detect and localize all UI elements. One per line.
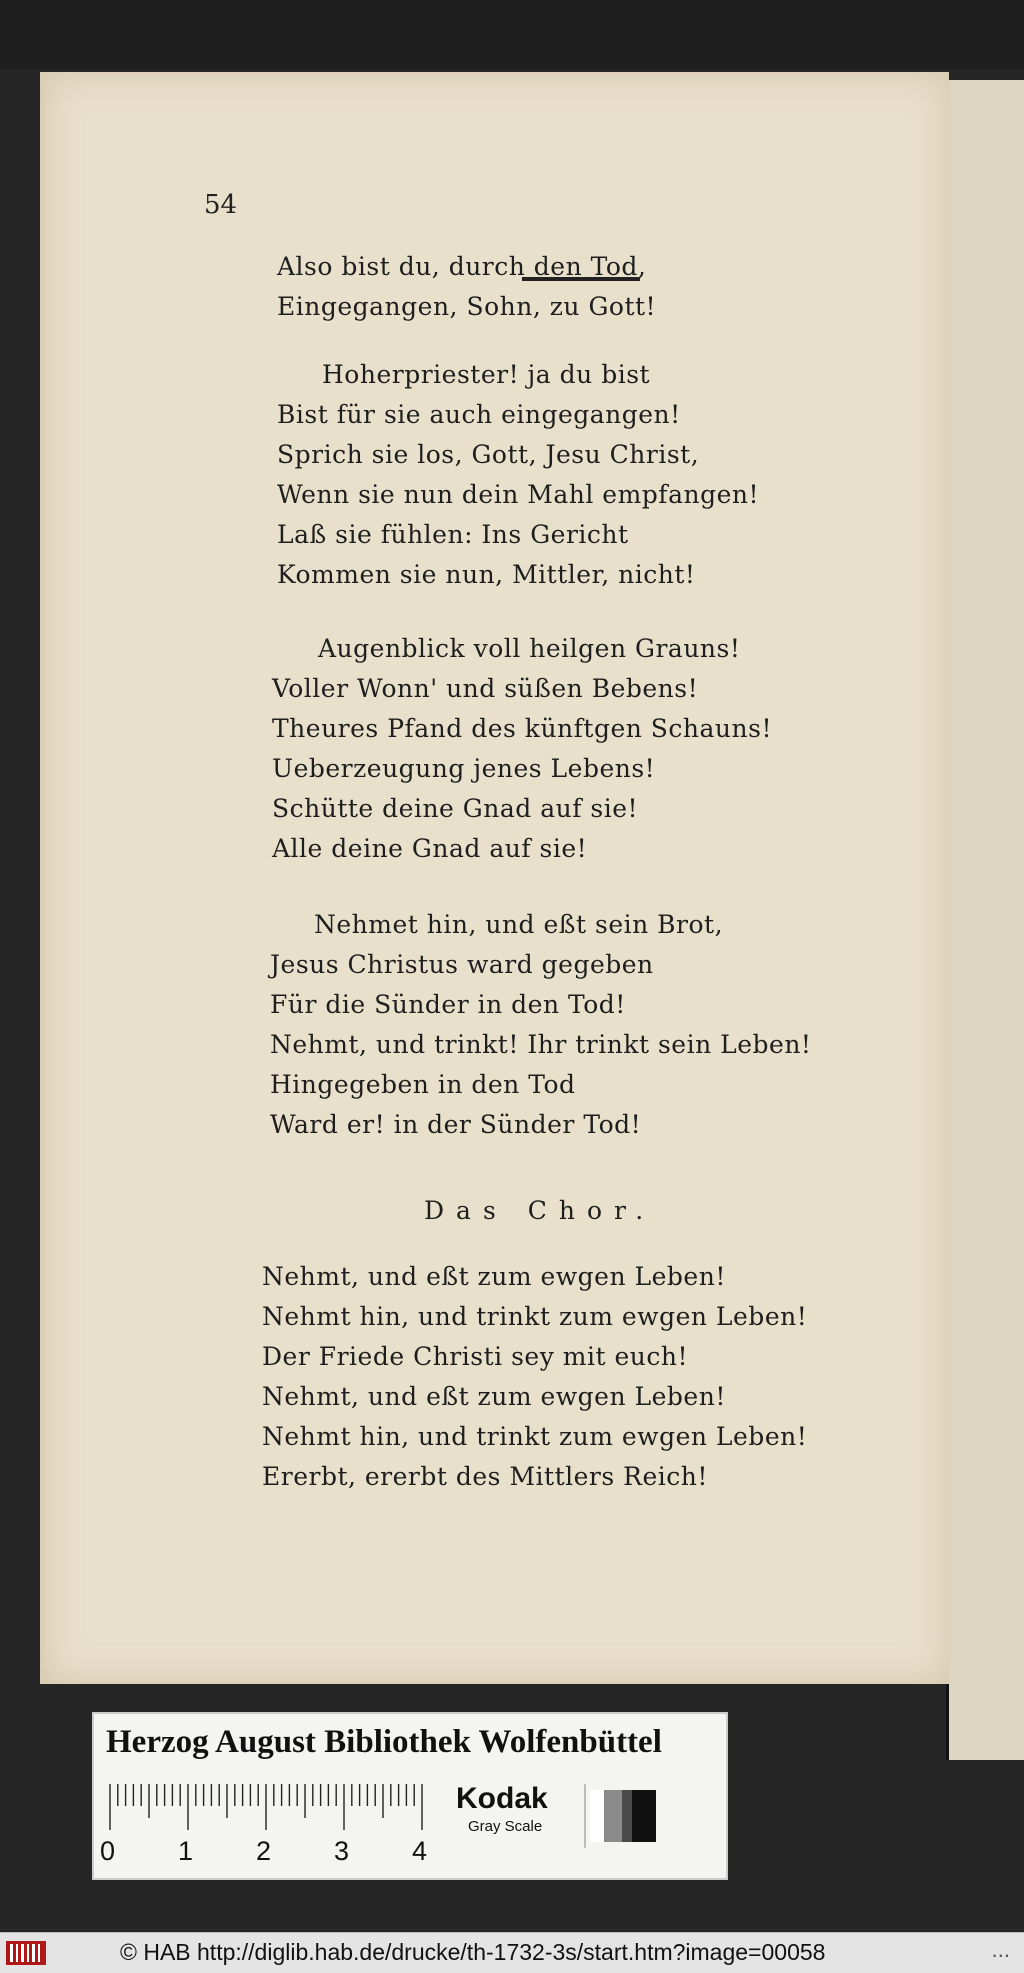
- poem-line: Nehmt, und eßt zum ewgen Leben!: [262, 1382, 726, 1411]
- poem-line: Nehmt hin, und trinkt zum ewgen Leben!: [262, 1422, 808, 1451]
- poem-line: Schütte deine Gnad auf sie!: [272, 794, 639, 823]
- viewer-footer: [0, 1932, 1024, 1973]
- library-name: Herzog August Bibliothek Wolfenbüttel: [106, 1724, 662, 1760]
- poem-line: Ererbt, ererbt des Mittlers Reich!: [262, 1462, 708, 1491]
- poem-line: Voller Wonn' und süßen Bebens!: [272, 674, 699, 703]
- scan-top-band: [0, 0, 1024, 70]
- poem-line: Sprich sie los, Gott, Jesu Christ,: [277, 440, 700, 469]
- poem-line: Alle deine Gnad auf sie!: [272, 834, 588, 863]
- gray-patch: [590, 1790, 604, 1842]
- ruler-number: 3: [334, 1836, 350, 1866]
- poem-line: Nehmt, und eßt zum ewgen Leben!: [262, 1262, 726, 1291]
- label-divider: [584, 1784, 586, 1848]
- copyright-url: © HAB http://diglib.hab.de/drucke/th-1732-3s/start.htm?image=00058: [120, 1939, 826, 1965]
- page-number: 54: [204, 190, 238, 220]
- poem-line: Kommen sie nun, Mittler, nicht!: [277, 560, 696, 589]
- gray-patch: [622, 1790, 632, 1842]
- poem-line: Nehmt hin, und trinkt zum ewgen Leben!: [262, 1302, 808, 1331]
- poem-line: Für die Sünder in den Tod!: [270, 990, 626, 1019]
- gray-scale-label: Gray Scale: [468, 1818, 543, 1835]
- poem-line: Also bist du, durch den Tod,: [277, 252, 647, 281]
- more-options-button[interactable]: ...: [991, 1937, 1010, 1962]
- poem-line: Ueberzeugung jenes Lebens!: [272, 754, 656, 783]
- ruler-number: 0: [100, 1836, 116, 1866]
- poem-line: Hoherpriester! ja du bist: [322, 360, 651, 389]
- hab-logo-icon: [6, 1939, 46, 1967]
- poem-line: Laß sie fühlen: Ins Gericht: [277, 520, 629, 549]
- poem-line: Jesus Christus ward gegeben: [270, 950, 654, 979]
- facing-page-edge: [946, 80, 1024, 1760]
- gray-patch: [632, 1790, 656, 1842]
- poem-line: Nehmt, und trinkt! Ihr trinkt sein Leben!: [270, 1030, 812, 1059]
- poem-line: Eingegangen, Sohn, zu Gott!: [277, 292, 657, 321]
- poem-line: Bist für sie auch eingegangen!: [277, 400, 681, 429]
- poem-line: Wenn sie nun dein Mahl empfangen!: [277, 480, 760, 509]
- library-color-target: [92, 1712, 728, 1880]
- poem-line: Ward er! in der Sünder Tod!: [270, 1110, 642, 1139]
- poem-line: Hingegeben in den Tod: [270, 1070, 576, 1099]
- ruler-scale: [108, 1784, 426, 1830]
- ruler-number: 1: [178, 1836, 194, 1866]
- poem-line: Theures Pfand des künftgen Schauns!: [272, 714, 773, 743]
- ruler-number: 2: [256, 1836, 272, 1866]
- poem-line: Der Friede Christi sey mit euch!: [262, 1342, 688, 1371]
- gray-patch: [604, 1790, 622, 1842]
- section-heading: Das Chor.: [424, 1196, 656, 1225]
- kodak-logo: Kodak: [456, 1782, 548, 1815]
- poem-line: Nehmet hin, und eßt sein Brot,: [314, 910, 724, 939]
- poem-line: Augenblick voll heilgen Grauns!: [318, 634, 741, 663]
- ruler-number: 4: [412, 1836, 428, 1866]
